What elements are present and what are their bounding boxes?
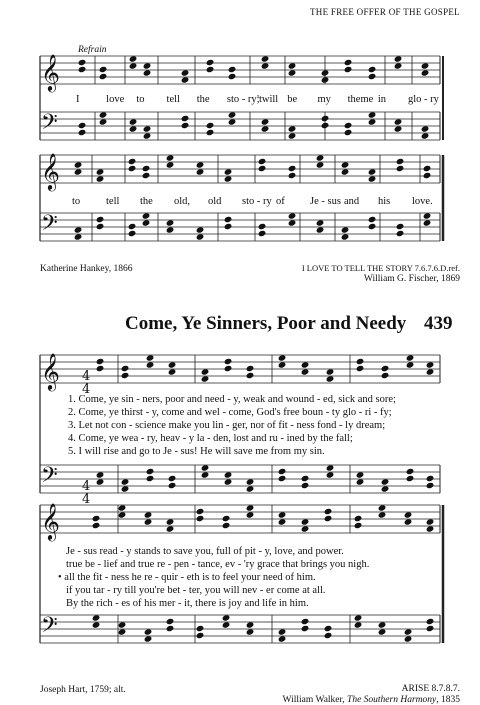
lyric-word: and bbox=[344, 196, 360, 207]
verse-5-part-1: 5. I will rise and go to Je - sus! He will save me from my sin. bbox=[68, 446, 325, 457]
lyric-word: glo - ry bbox=[408, 94, 439, 105]
lyric-word: to bbox=[136, 94, 145, 105]
verse-2-part-1: 2. Come, ye thirst - y, come and wel - come, God's free boun - ty glo - ri - fy; bbox=[68, 407, 392, 418]
verse-3-part-2: • all the fit - ness he re - quir - eth is to feel your need of him. bbox=[58, 572, 316, 583]
composer-year: , 1835 bbox=[436, 695, 460, 705]
svg-text:4: 4 bbox=[82, 369, 91, 384]
hymn-438-tune-info: I LOVE TO TELL THE STORY 7.6.7.6.D.ref. bbox=[301, 263, 460, 273]
svg-text:𝄢: 𝄢 bbox=[41, 211, 58, 241]
svg-text:4: 4 bbox=[82, 382, 91, 397]
verse-4-part-2: if you tar - ry till you're bet - ter, you will nev - er come at all. bbox=[66, 585, 326, 596]
lyric-word: love. bbox=[412, 196, 433, 207]
verse-3-part-1: 3. Let not con - science make you lin - ger, nor of fit - ness fond - ly dream; bbox=[68, 420, 386, 431]
lyric-word: old bbox=[208, 196, 222, 207]
svg-text:4: 4 bbox=[82, 492, 91, 507]
hymn-number: 439 bbox=[424, 313, 453, 334]
composer-book: The Southern Harmony bbox=[347, 695, 437, 705]
refrain-label: Refrain bbox=[78, 45, 107, 55]
verse-4-part-1: 4. Come, ye wea - ry, heav - y la - den, lost and ru - ined by the fall; bbox=[68, 433, 353, 444]
svg-text:𝄞: 𝄞 bbox=[41, 502, 60, 540]
verse-1-part-2: Je - sus read - y stands to save you, full of pit - y, love, and power. bbox=[66, 546, 344, 557]
lyric-word: his bbox=[378, 196, 391, 207]
composer-name: William Walker, bbox=[282, 695, 348, 705]
svg-text:𝄞: 𝄞 bbox=[41, 53, 60, 91]
lyric-word: tell bbox=[166, 94, 180, 105]
lyric-word: sto - ry bbox=[242, 196, 272, 207]
lyric-word: I bbox=[76, 94, 80, 105]
lyric-word: be bbox=[287, 94, 298, 105]
lyric-word: love bbox=[106, 94, 125, 105]
hymn-438-author: Katherine Hankey, 1866 bbox=[40, 264, 133, 274]
hymn-439-tune-info: ARISE 8.7.8.7. bbox=[401, 684, 460, 694]
svg-text:𝄢: 𝄢 bbox=[41, 463, 58, 493]
lyric-word: to bbox=[72, 196, 81, 207]
svg-text:𝄞: 𝄞 bbox=[41, 352, 60, 390]
lyric-word: sto - ry; bbox=[226, 94, 260, 105]
lyric-word: the bbox=[140, 196, 153, 207]
verse-1-part-1: 1. Come, ye sin - ners, poor and need - y, weak and wound - ed, sick and sore; bbox=[68, 394, 396, 405]
hymn-439-author: Joseph Hart, 1759; alt. bbox=[40, 685, 126, 695]
hymn-438-composer: William G. Fischer, 1869 bbox=[363, 274, 460, 284]
svg-text:𝄞: 𝄞 bbox=[41, 152, 60, 190]
lyric-word: theme bbox=[347, 94, 374, 105]
lyric-word: old, bbox=[174, 196, 191, 207]
lyric-word: my bbox=[317, 94, 331, 105]
lyric-word: Je - sus bbox=[310, 196, 341, 207]
svg-text:𝄢: 𝄢 bbox=[41, 110, 58, 140]
page-header: THE FREE OFFER OF THE GOSPEL bbox=[309, 7, 460, 17]
lyric-word: the bbox=[196, 94, 210, 105]
verse-2-part-2: true be - lief and true re - pen - tance, ev - 'ry grace that brings you nigh. bbox=[66, 559, 370, 570]
lyric-word: in bbox=[377, 94, 386, 105]
lyric-word: of bbox=[276, 196, 285, 207]
hymn-439-composer bbox=[283, 695, 460, 705]
lyric-word: tell bbox=[106, 196, 120, 207]
lyric-word: 'twill bbox=[257, 94, 279, 105]
hymn-title: Come, Ye Sinners, Poor and Needy bbox=[125, 313, 407, 334]
verse-5-part-2: By the rich - es of his mer - it, there is joy and life in him. bbox=[66, 598, 309, 609]
svg-text:𝄢: 𝄢 bbox=[41, 613, 58, 643]
svg-text:4: 4 bbox=[82, 479, 91, 494]
